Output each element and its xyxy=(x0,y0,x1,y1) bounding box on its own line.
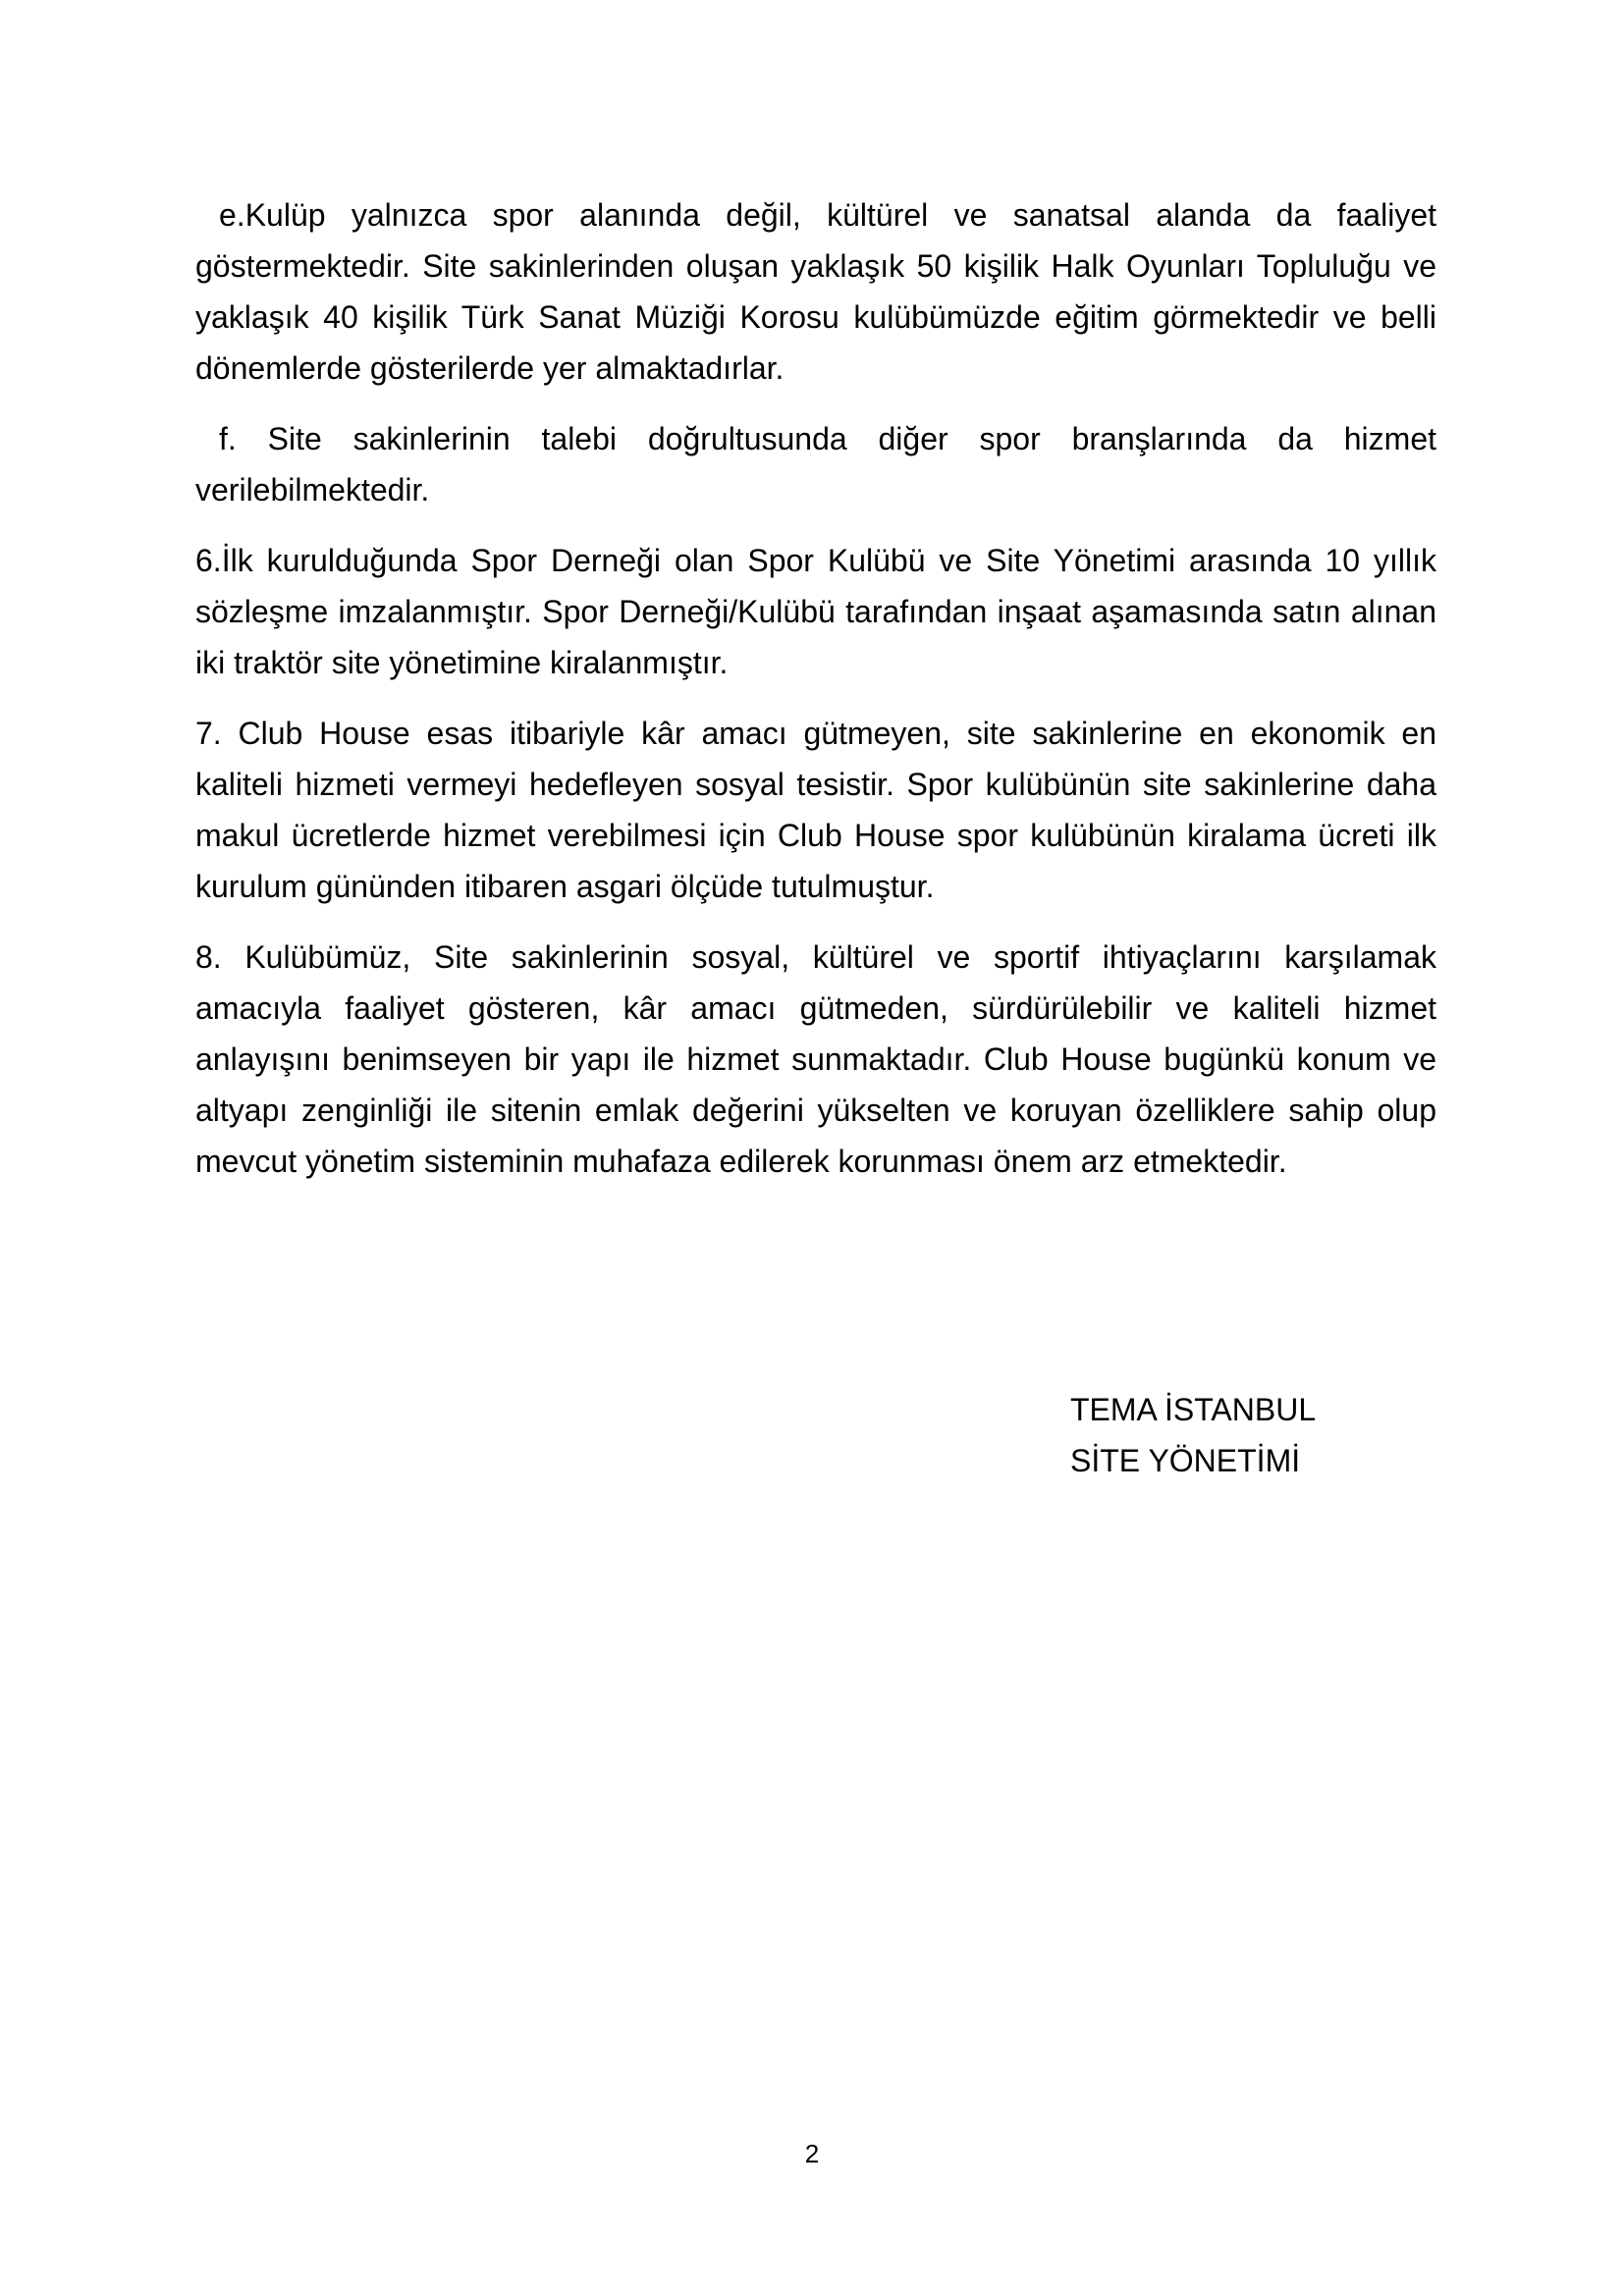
paragraph-e-cultural-activities: e.Kulüp yalnızca spor alanında değil, kültürel ve sanatsal alanda da faaliyet göstermektedir. Site sakinlerinden oluşan yaklaşık 50 kişilik Halk Oyunları Topluluğu ve yaklaşık 40 kişilik Türk Sanat Müziği Korosu kulübümüzde eğitim görmektedir ve belli dönemlerde gösterilerde yer almaktadırlar. xyxy=(195,197,1436,386)
paragraph-7-club-house: 7. Club House esas itibariyle kâr amacı gütmeyen, site sakinlerine en ekonomik en kaliteli hizmeti vermeyi hedefleyen sosyal tesistir. Spor kulübünün site sakinlerine daha makul ücretlerde hizmet verebilmesi için Club House spor kulübünün kiralama ücreti ilk kurulum gününden itibaren asgari ölçüde tutulmuştur. xyxy=(195,716,1436,904)
paragraph-6-contract: 6.İlk kurulduğunda Spor Derneği olan Spor Kulübü ve Site Yönetimi arasında 10 yıllık sözleşme imzalanmıştır. Spor Derneği/Kulübü tarafından inşaat aşamasında satın alınan iki traktör site yönetimine kiralanmıştır. xyxy=(195,543,1436,680)
paragraph-8-club-mission: 8. Kulübümüz, Site sakinlerinin sosyal, kültürel ve sportif ihtiyaçlarını karşılamak amacıyla faaliyet gösteren, kâr amacı gütmeden, sürdürülebilir ve kaliteli hizmet anlayışını benimseyen bir yapı ile hizmet sunmaktadır. Club House bugünkü konum ve altyapı zenginliği ile sitenin emlak değerini yükselten ve koruyan özelliklere sahip olup mevcut yönetim sisteminin muhafaza edilerek korunması önem arz etmektedir. xyxy=(195,939,1436,1179)
signature-block xyxy=(1070,1384,1316,1486)
signature-organization: TEMA İSTANBUL xyxy=(1070,1392,1317,1427)
document-body xyxy=(195,189,1436,1206)
page-number: 2 xyxy=(804,2139,820,2168)
paragraph-f-other-sports: f. Site sakinlerinin talebi doğrultusunda diğer spor branşlarında da hizmet verilebilmektedir. xyxy=(195,421,1436,507)
signature-department: SİTE YÖNETİMİ xyxy=(1070,1443,1301,1478)
